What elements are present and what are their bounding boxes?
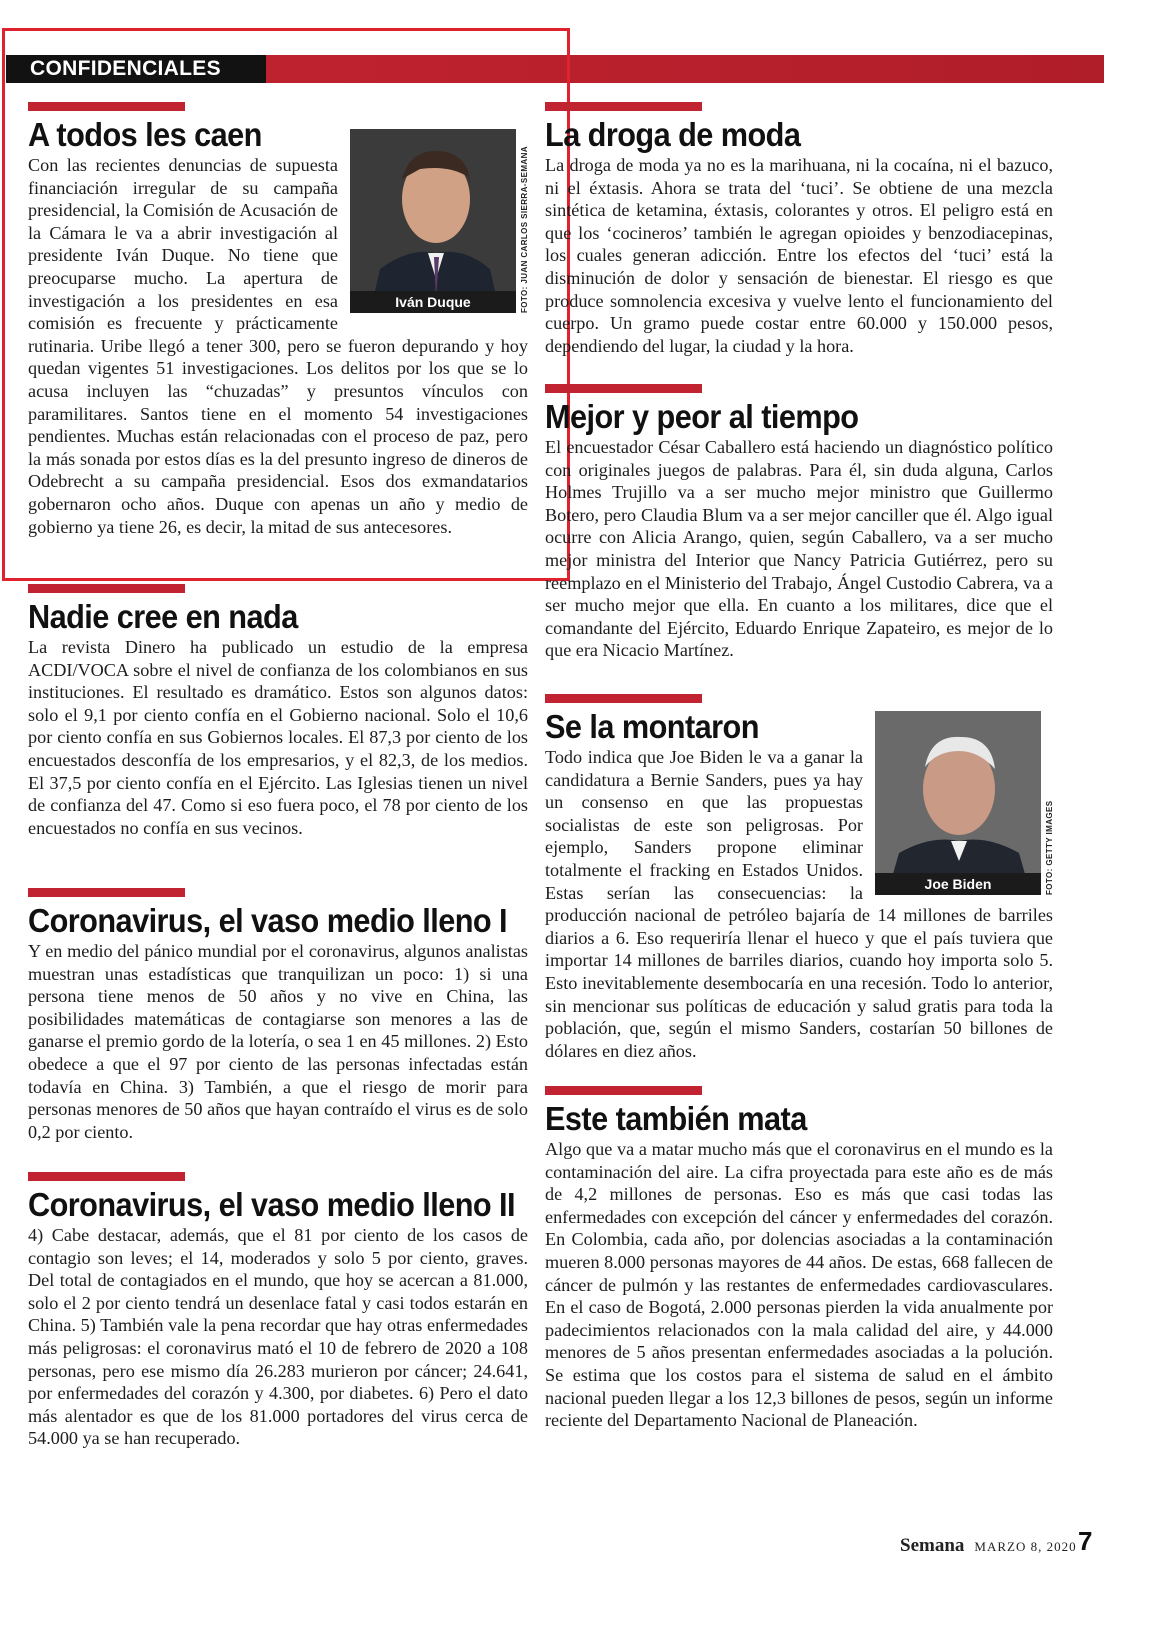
article-headline: A todos les caen [28,116,262,153]
page-footer [900,1535,1077,1557]
article-headline: Coronavirus, el vaso medio lleno II [28,1186,516,1223]
article-headline: La droga de moda [545,116,801,153]
article-body: 4) Cabe destacar, además, que el 81 por ciento de los casos de contagio son leves; el 14, moderados y solo 5 por ciento, graves. Del total de contagiados en el mundo, que hoy se acercan a 81.000, solo el 2 por ciento tendrá un desenlace fatal y casi todos estarán en China. 5) También vale la pena recordar que hay otras enfermedades más peligrosas: el coronavirus mató el 10 de febrero de 2020 a 108 personas, pero ese mismo día 26.283 murieron por cáncer; 24.641, por enfermedades del corazón y 4.300, por diabetes. 6) Pero el dato más alentador es que de los 81.000 portadores del virus cerca de 54.000 ya se han recuperado. [28,1225,528,1449]
selection-highlight-box [2,28,570,581]
article-body: Y en medio del pánico mundial por el coronavirus, algunos analistas muestran unas estadísticas que tranquilizan un poco: 1) si una persona tiene menos de 50 años y no vive en China, las posibilidades matemáticas de contagiarse son menores a las de ganarse el premio gordo de la lotería, o sea 1 en 45 millones. 2) Esto obedece a que el 97 por ciento de las personas infectadas están todavía en China. 3) También, a que el riesgo de morir para personas menores de 50 años que hayan contraído el virus es de solo 0,2 por ciento. [28,941,528,1142]
page-number: 7 [1078,1526,1093,1556]
article-coronavirus-i [28,888,528,1143]
article-coronavirus-ii [28,1172,528,1450]
article-se-la-montaron [545,694,1053,1062]
article-la-droga-de-moda [545,102,1053,357]
article-este-tambien-mata [545,1086,1053,1432]
article-headline: Este también mata [545,1100,807,1137]
article-body: El encuestador César Caballero está haciendo un diagnóstico político con originales juegos de palabras. Para él, sin duda alguna, Carlos Holmes Trujillo va a ser mucho mejor ministro que Guillermo Botero, pero Claudia Blum va a ser mejor canciller que él. Algo igual ocurre con Alicia Arango, quien, según Caballero, va a ser mucho mejor ministra del Interior que Nancy Patricia Gutiérrez, pero su reemplazo en el Ministerio del Trabajo, Ángel Custodio Cabrera, va a ser mucho mejor que ella. En cuanto a los militares, dice que el comandante del Ejército, Eduardo Enrique Zapateiro, es mejor de lo que era Nicacio Martínez. [545,437,1053,661]
article-nadie-cree-en-nada [28,584,528,839]
article-accent-bar [545,694,702,703]
article-body: Algo que va a matar mucho más que el coronavirus en el mundo es la contaminación del aire. La cifra proyectada para este año es de más de 4,2 millones de personas. Eso es más que casi todas las enfermedades con excepción del cáncer y enfermedades del corazón. En Colombia, cada año, por dolencias asociadas a la contaminación mueren 8.000 personas mayores de 44 años. De estas, 668 fallecen de cáncer de pulmón y las restantes de enfermedades cardiovasculares. En el caso de Bogotá, 2.000 personas pierden la vida anualmente por padecimientos relacionados con la mala calidad del aire, y 44.000 menores de 5 años presentan enfermedades asociadas a la polución. Se estima que los costos para el sistema de salud en el ámbito nacional pueden llegar a los 12,3 billones de pesos, según un informe reciente del Departamento Nacional de Planeación. [545,1139,1053,1431]
article-accent-bar [545,384,702,393]
article-accent-bar [545,1086,702,1095]
article-accent-bar [28,1172,185,1181]
article-mejor-y-peor [545,384,1053,662]
article-headline: Se la montaron [545,708,759,745]
photo-caption: Joe Biden [875,873,1041,895]
article-body: La revista Dinero ha publicado un estudio de la empresa ACDI/VOCA sobre el nivel de confianza de los colombianos en sus instituciones. El resultado es dramático. Estos son algunos datos: solo el 9,1 por ciento confía en el Gobierno nacional. Solo el 10,6 por ciento confía en sus Gobiernos locales. El 87,3 por ciento de los encuestados desconfía de los empresarios, y el 82,3, de los medios. El 37,5 por ciento confía en el Ejército. Las Iglesias tienen un nivel de confianza del 47. Como si eso fuera poco, el 78 por ciento de los encuestados no confía en sus vecinos. [28,637,528,838]
article-headline: Coronavirus, el vaso medio lleno I [28,902,508,939]
article-headline: Nadie cree en nada [28,598,298,635]
article-body: Con las recientes denuncias de supuesta financiación irregular de su campaña presidencial, la Comisión de Acusación de la Cámara le va a abrir investigación al presidente Iván Duque. No tiene que preocuparse mucho. La apertura de investigación a los presidentes en esa comisión es frecuente y prácticamente rutinaria. Uribe llegó a tener 300, pero se fueron depurando y hoy quedan vigentes 51 investigaciones. Los delitos por los que se lo acusa incluyen las “chuzadas” y presuntos vínculos con paramilitares. Santos tiene en el momento 54 investigaciones pendientes. Muchas están relacionadas con el proceso de paz, pero la más sonada por estos días es la del presunto ingreso de dineros de Odebrecht a su campaña presidencial. Esos dos exmandatarios gobernaron ocho años. Duque con apenas un año y medio de gobierno ya tiene 26, es decir, la mitad de sus antecesores. [28,155,528,537]
article-accent-bar [28,888,185,897]
photo-credit: FOTO: JUAN CARLOS SIERRA-SEMANA [520,146,529,313]
article-body: La droga de moda ya no es la marihuana, ni la cocaína, ni el bazuco, ni el éxtasis. Ahora se trata del ‘tuci’. Se obtiene de una mezcla sintética de ketamina, éxtasis, colorantes y otros. El peligro está en que los ‘cocineros’ también le agregan opioides y benzodiacepinas, los cuales generan adicción. Entre los efectos del ‘tuci’ está la disminución de dolor y sensación de bienestar. El riesgo es que produce somnolencia excesiva y vuelve lento el funcionamiento del cuerpo. Un gramo puede costar entre 60.000 y 150.000 pesos, dependiendo del lugar, la ciudad y la hora. [545,155,1053,356]
photo-caption: Iván Duque [350,291,516,313]
section-label: CONFIDENCIALES [30,57,221,80]
article-accent-bar [545,102,702,111]
article-headline: Mejor y peor al tiempo [545,398,859,435]
magazine-brand: Semana [900,1535,965,1556]
issue-date: MARZO 8, 2020 [974,1539,1077,1554]
article-body: Todo indica que Joe Biden le va a ganar la candidatura a Bernie Sanders, pues ya hay un consenso en que las propuestas socialistas de este son peligrosas. Por ejemplo, Sanders propone eliminar totalmente el fracking en Estados Unidos. Estas serían las consecuencias: la producción nacional de petróleo bajaría de 14 millones de barriles diarios a 6. Eso requeriría llenar el hueco y que el país tuviera que importar 14 millones de barriles diarios, cuando hoy importa solo 5. Esto inevitablemente desembocaría en una recesión. Todo lo anterior, sin mencionar sus políticas de educación y salud gratis para toda la población, que, según el mismo Sanders, costarían 50 billones de dólares en diez años. [545,747,1053,1061]
photo-credit: FOTO: GETTY IMAGES [1045,800,1054,895]
article-accent-bar [28,584,185,593]
